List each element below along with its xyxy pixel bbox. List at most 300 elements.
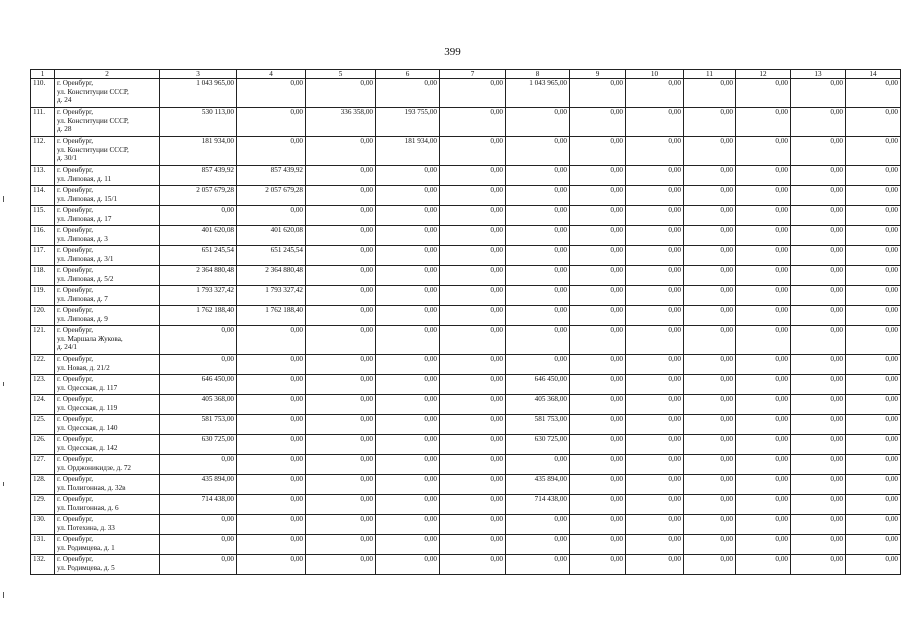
column-header: 8 xyxy=(506,70,570,79)
value-cell: 0,00 xyxy=(684,166,736,186)
value-cell: 0,00 xyxy=(506,286,570,306)
value-cell: 0,00 xyxy=(736,495,791,515)
address-line: г. Оренбург, xyxy=(57,355,94,363)
value-cell: 0,00 xyxy=(506,226,570,246)
value-cell: 0,00 xyxy=(440,306,506,326)
value-cell: 0,00 xyxy=(846,79,901,108)
row-number: 130. xyxy=(31,515,55,535)
value-cell: 0,00 xyxy=(626,535,684,555)
value-cell: 0,00 xyxy=(846,206,901,226)
address-cell xyxy=(55,535,160,555)
address-cell xyxy=(55,475,160,495)
value-cell: 0,00 xyxy=(846,555,901,575)
column-header: 6 xyxy=(376,70,440,79)
row-number: 110. xyxy=(31,79,55,108)
value-cell: 0,00 xyxy=(440,246,506,266)
value-cell: 0,00 xyxy=(306,515,376,535)
address-cell xyxy=(55,435,160,455)
value-cell: 0,00 xyxy=(376,375,440,395)
address-line: г. Оренбург, xyxy=(57,79,94,87)
value-cell: 0,00 xyxy=(237,355,306,375)
value-cell: 0,00 xyxy=(376,415,440,435)
value-cell: 0,00 xyxy=(736,266,791,286)
value-cell: 714 438,00 xyxy=(160,495,237,515)
table-row xyxy=(31,266,901,286)
value-cell: 0,00 xyxy=(791,137,846,166)
value-cell: 0,00 xyxy=(791,246,846,266)
value-cell: 651 245,54 xyxy=(160,246,237,266)
table-row xyxy=(31,79,901,108)
value-cell: 0,00 xyxy=(570,79,626,108)
value-cell: 0,00 xyxy=(684,355,736,375)
value-cell: 0,00 xyxy=(506,246,570,266)
margin-mark xyxy=(3,382,4,386)
address-line: д. 24/1 xyxy=(57,343,78,352)
value-cell: 2 364 880,48 xyxy=(160,266,237,286)
value-cell: 0,00 xyxy=(160,326,237,355)
address-line: ул. Маршала Жукова, xyxy=(57,334,123,343)
address-cell xyxy=(55,108,160,137)
address-line: г. Оренбург, xyxy=(57,286,94,294)
value-cell: 0,00 xyxy=(626,455,684,475)
address-line: г. Оренбург, xyxy=(57,395,94,403)
address-line: ул. Полигонная, д. 32в xyxy=(57,483,126,492)
value-cell: 0,00 xyxy=(440,555,506,575)
value-cell: 0,00 xyxy=(440,535,506,555)
address-line: ул. Одесская, д. 142 xyxy=(57,443,118,452)
address-line: ул. Одесская, д. 117 xyxy=(57,383,118,392)
value-cell: 0,00 xyxy=(376,326,440,355)
value-cell: 1 762 188,40 xyxy=(160,306,237,326)
value-cell: 0,00 xyxy=(736,286,791,306)
value-cell: 0,00 xyxy=(506,108,570,137)
value-cell: 0,00 xyxy=(846,355,901,375)
value-cell: 0,00 xyxy=(684,226,736,246)
address-cell xyxy=(55,266,160,286)
value-cell: 0,00 xyxy=(570,375,626,395)
value-cell: 0,00 xyxy=(684,186,736,206)
address-line: г. Оренбург, xyxy=(57,495,94,503)
value-cell: 0,00 xyxy=(570,515,626,535)
address-line: ул. Полигонная, д. 6 xyxy=(57,503,119,512)
value-cell: 0,00 xyxy=(736,535,791,555)
value-cell: 0,00 xyxy=(570,555,626,575)
value-cell: 0,00 xyxy=(306,495,376,515)
value-cell: 0,00 xyxy=(684,246,736,266)
address-line: г. Оренбург, xyxy=(57,535,94,543)
row-number: 125. xyxy=(31,415,55,435)
value-cell: 0,00 xyxy=(684,555,736,575)
value-cell: 0,00 xyxy=(684,475,736,495)
value-cell: 1 043 965,00 xyxy=(160,79,237,108)
value-cell: 646 450,00 xyxy=(506,375,570,395)
table-row xyxy=(31,306,901,326)
value-cell: 1 043 965,00 xyxy=(506,79,570,108)
value-cell: 0,00 xyxy=(237,415,306,435)
value-cell: 0,00 xyxy=(570,246,626,266)
row-number: 124. xyxy=(31,395,55,415)
value-cell: 0,00 xyxy=(791,395,846,415)
value-cell: 0,00 xyxy=(440,206,506,226)
value-cell: 714 438,00 xyxy=(506,495,570,515)
value-cell: 0,00 xyxy=(237,455,306,475)
value-cell: 0,00 xyxy=(736,137,791,166)
value-cell: 0,00 xyxy=(626,355,684,375)
row-number: 129. xyxy=(31,495,55,515)
address-cell xyxy=(55,286,160,306)
value-cell: 651 245,54 xyxy=(237,246,306,266)
address-line: г. Оренбург, xyxy=(57,375,94,383)
address-line: ул. Конституции СССР, xyxy=(57,145,129,154)
address-cell xyxy=(55,137,160,166)
margin-mark xyxy=(3,592,4,598)
value-cell: 0,00 xyxy=(570,355,626,375)
value-cell: 0,00 xyxy=(376,515,440,535)
value-cell: 0,00 xyxy=(846,266,901,286)
column-header: 1 xyxy=(31,70,55,79)
value-cell: 0,00 xyxy=(570,206,626,226)
row-number: 128. xyxy=(31,475,55,495)
value-cell: 0,00 xyxy=(506,266,570,286)
address-line: ул. Потехина, д. 33 xyxy=(57,523,115,532)
value-cell: 0,00 xyxy=(440,286,506,306)
value-cell: 0,00 xyxy=(626,226,684,246)
value-cell: 0,00 xyxy=(791,435,846,455)
column-header: 4 xyxy=(237,70,306,79)
value-cell: 0,00 xyxy=(306,306,376,326)
value-cell: 0,00 xyxy=(440,415,506,435)
address-cell xyxy=(55,326,160,355)
value-cell: 0,00 xyxy=(506,326,570,355)
address-line: г. Оренбург, xyxy=(57,326,94,334)
column-header: 2 xyxy=(55,70,160,79)
value-cell: 0,00 xyxy=(570,266,626,286)
value-cell: 0,00 xyxy=(160,555,237,575)
address-cell xyxy=(55,79,160,108)
value-cell: 0,00 xyxy=(306,375,376,395)
value-cell: 0,00 xyxy=(791,206,846,226)
value-cell: 0,00 xyxy=(306,455,376,475)
value-cell: 0,00 xyxy=(626,246,684,266)
value-cell: 0,00 xyxy=(736,435,791,455)
value-cell: 2 364 880,48 xyxy=(237,266,306,286)
value-cell: 401 620,08 xyxy=(237,226,306,246)
table-row xyxy=(31,137,901,166)
value-cell: 581 753,00 xyxy=(160,415,237,435)
value-cell: 0,00 xyxy=(376,286,440,306)
address-cell xyxy=(55,495,160,515)
value-cell: 0,00 xyxy=(440,495,506,515)
value-cell: 336 358,00 xyxy=(306,108,376,137)
address-line: ул. Липовая, д. 9 xyxy=(57,314,108,323)
value-cell: 0,00 xyxy=(440,266,506,286)
value-cell: 0,00 xyxy=(237,475,306,495)
value-cell: 0,00 xyxy=(684,306,736,326)
value-cell: 0,00 xyxy=(626,266,684,286)
row-number: 117. xyxy=(31,246,55,266)
value-cell: 530 113,00 xyxy=(160,108,237,137)
value-cell: 0,00 xyxy=(440,435,506,455)
value-cell: 0,00 xyxy=(306,246,376,266)
value-cell: 0,00 xyxy=(376,475,440,495)
column-header: 13 xyxy=(791,70,846,79)
value-cell: 0,00 xyxy=(846,455,901,475)
address-line: ул. Липовая, д. 3 xyxy=(57,234,108,243)
value-cell: 0,00 xyxy=(846,375,901,395)
row-number: 114. xyxy=(31,186,55,206)
value-cell: 0,00 xyxy=(791,286,846,306)
address-cell xyxy=(55,206,160,226)
value-cell: 0,00 xyxy=(570,137,626,166)
value-cell: 0,00 xyxy=(626,79,684,108)
value-cell: 0,00 xyxy=(684,455,736,475)
value-cell: 0,00 xyxy=(736,108,791,137)
table-header-row xyxy=(31,70,901,79)
value-cell: 0,00 xyxy=(846,395,901,415)
value-cell: 0,00 xyxy=(376,435,440,455)
value-cell: 405 368,00 xyxy=(506,395,570,415)
value-cell: 193 755,00 xyxy=(376,108,440,137)
value-cell: 0,00 xyxy=(506,515,570,535)
address-cell xyxy=(55,166,160,186)
row-number: 131. xyxy=(31,535,55,555)
row-number: 116. xyxy=(31,226,55,246)
value-cell: 0,00 xyxy=(440,395,506,415)
address-line: г. Оренбург, xyxy=(57,475,94,483)
address-line: ул. Липовая, д. 15/1 xyxy=(57,194,118,203)
value-cell: 0,00 xyxy=(684,535,736,555)
address-line: ул. Родимцева, д. 1 xyxy=(57,543,115,552)
value-cell: 0,00 xyxy=(684,79,736,108)
value-cell: 0,00 xyxy=(626,206,684,226)
value-cell: 0,00 xyxy=(736,166,791,186)
margin-mark xyxy=(3,196,4,202)
value-cell: 0,00 xyxy=(570,475,626,495)
value-cell: 0,00 xyxy=(570,495,626,515)
value-cell: 646 450,00 xyxy=(160,375,237,395)
value-cell: 0,00 xyxy=(506,306,570,326)
table-row xyxy=(31,326,901,355)
value-cell: 0,00 xyxy=(376,266,440,286)
address-cell xyxy=(55,515,160,535)
address-cell xyxy=(55,355,160,375)
address-line: г. Оренбург, xyxy=(57,306,94,314)
value-cell: 0,00 xyxy=(440,186,506,206)
value-cell: 0,00 xyxy=(791,495,846,515)
row-number: 122. xyxy=(31,355,55,375)
value-cell: 0,00 xyxy=(684,108,736,137)
address-cell xyxy=(55,555,160,575)
value-cell: 0,00 xyxy=(306,206,376,226)
value-cell: 0,00 xyxy=(440,375,506,395)
row-number: 111. xyxy=(31,108,55,137)
value-cell: 0,00 xyxy=(237,395,306,415)
value-cell: 0,00 xyxy=(846,435,901,455)
address-cell xyxy=(55,226,160,246)
value-cell: 0,00 xyxy=(570,226,626,246)
value-cell: 0,00 xyxy=(440,108,506,137)
value-cell: 857 439,92 xyxy=(160,166,237,186)
row-number: 120. xyxy=(31,306,55,326)
value-cell: 0,00 xyxy=(306,415,376,435)
row-number: 113. xyxy=(31,166,55,186)
value-cell: 0,00 xyxy=(736,206,791,226)
value-cell: 0,00 xyxy=(684,286,736,306)
value-cell: 0,00 xyxy=(684,515,736,535)
value-cell: 0,00 xyxy=(791,455,846,475)
margin-mark xyxy=(3,482,4,486)
value-cell: 0,00 xyxy=(846,515,901,535)
value-cell: 0,00 xyxy=(846,137,901,166)
address-cell xyxy=(55,415,160,435)
address-line: г. Оренбург, xyxy=(57,246,94,254)
table-body xyxy=(31,79,901,575)
value-cell: 0,00 xyxy=(736,375,791,395)
value-cell: 0,00 xyxy=(376,355,440,375)
value-cell: 0,00 xyxy=(506,166,570,186)
address-line: ул. Липовая, д. 5/2 xyxy=(57,274,114,283)
value-cell: 0,00 xyxy=(626,108,684,137)
value-cell: 0,00 xyxy=(160,206,237,226)
address-line: д. 28 xyxy=(57,125,72,134)
value-cell: 0,00 xyxy=(791,355,846,375)
value-cell: 0,00 xyxy=(626,306,684,326)
value-cell: 0,00 xyxy=(506,206,570,226)
value-cell: 0,00 xyxy=(237,108,306,137)
column-header: 9 xyxy=(570,70,626,79)
row-number: 112. xyxy=(31,137,55,166)
table-row xyxy=(31,455,901,475)
row-number: 118. xyxy=(31,266,55,286)
value-cell: 2 057 679,28 xyxy=(237,186,306,206)
address-line: ул. Конституции СССР, xyxy=(57,116,129,125)
row-number: 123. xyxy=(31,375,55,395)
address-line: ул. Родимцева, д. 5 xyxy=(57,563,115,572)
value-cell: 181 934,00 xyxy=(376,137,440,166)
value-cell: 0,00 xyxy=(440,79,506,108)
value-cell: 630 725,00 xyxy=(506,435,570,455)
value-cell: 0,00 xyxy=(846,535,901,555)
value-cell: 0,00 xyxy=(846,415,901,435)
value-cell: 0,00 xyxy=(846,246,901,266)
value-cell: 0,00 xyxy=(160,535,237,555)
value-cell: 0,00 xyxy=(791,535,846,555)
page-number: 399 xyxy=(444,46,461,58)
value-cell: 0,00 xyxy=(376,246,440,266)
address-line: ул. Липовая, д. 11 xyxy=(57,174,112,183)
address-line: г. Оренбург, xyxy=(57,515,94,523)
table-row xyxy=(31,395,901,415)
address-cell xyxy=(55,306,160,326)
value-cell: 0,00 xyxy=(376,206,440,226)
address-line: ул. Новая, д. 21/2 xyxy=(57,363,110,372)
value-cell: 0,00 xyxy=(237,137,306,166)
value-cell: 0,00 xyxy=(626,555,684,575)
value-cell: 0,00 xyxy=(440,475,506,495)
value-cell: 0,00 xyxy=(791,166,846,186)
value-cell: 0,00 xyxy=(506,455,570,475)
value-cell: 0,00 xyxy=(684,495,736,515)
address-line: д. 24 xyxy=(57,96,72,105)
value-cell: 0,00 xyxy=(736,306,791,326)
value-cell: 0,00 xyxy=(791,415,846,435)
value-cell: 0,00 xyxy=(626,137,684,166)
value-cell: 0,00 xyxy=(376,306,440,326)
value-cell: 0,00 xyxy=(736,475,791,495)
value-cell: 0,00 xyxy=(846,226,901,246)
row-number: 119. xyxy=(31,286,55,306)
address-cell xyxy=(55,455,160,475)
value-cell: 0,00 xyxy=(160,355,237,375)
data-table xyxy=(30,69,901,575)
address-line: г. Оренбург, xyxy=(57,555,94,563)
value-cell: 0,00 xyxy=(570,166,626,186)
value-cell: 0,00 xyxy=(376,166,440,186)
value-cell: 0,00 xyxy=(376,455,440,475)
value-cell: 0,00 xyxy=(791,555,846,575)
address-line: г. Оренбург, xyxy=(57,455,94,463)
table-row xyxy=(31,415,901,435)
value-cell: 0,00 xyxy=(846,306,901,326)
value-cell: 0,00 xyxy=(684,375,736,395)
value-cell: 0,00 xyxy=(791,79,846,108)
value-cell: 0,00 xyxy=(626,395,684,415)
value-cell: 0,00 xyxy=(440,515,506,535)
table-row xyxy=(31,186,901,206)
address-line: г. Оренбург, xyxy=(57,415,94,423)
value-cell: 0,00 xyxy=(791,266,846,286)
address-line: ул. Конституции СССР, xyxy=(57,87,129,96)
table-row xyxy=(31,555,901,575)
value-cell: 0,00 xyxy=(506,355,570,375)
value-cell: 0,00 xyxy=(626,415,684,435)
value-cell: 0,00 xyxy=(626,286,684,306)
value-cell: 0,00 xyxy=(791,475,846,495)
value-cell: 0,00 xyxy=(570,415,626,435)
value-cell: 0,00 xyxy=(160,455,237,475)
value-cell: 0,00 xyxy=(684,415,736,435)
column-header: 14 xyxy=(846,70,901,79)
value-cell: 0,00 xyxy=(440,166,506,186)
row-number: 121. xyxy=(31,326,55,355)
address-line: г. Оренбург, xyxy=(57,166,94,174)
value-cell: 0,00 xyxy=(736,395,791,415)
value-cell: 0,00 xyxy=(237,375,306,395)
value-cell: 0,00 xyxy=(791,186,846,206)
value-cell: 0,00 xyxy=(791,108,846,137)
value-cell: 0,00 xyxy=(376,79,440,108)
value-cell: 0,00 xyxy=(440,326,506,355)
value-cell: 0,00 xyxy=(846,166,901,186)
value-cell: 0,00 xyxy=(736,246,791,266)
value-cell: 0,00 xyxy=(440,355,506,375)
value-cell: 0,00 xyxy=(237,515,306,535)
value-cell: 0,00 xyxy=(306,326,376,355)
value-cell: 0,00 xyxy=(570,326,626,355)
value-cell: 0,00 xyxy=(506,137,570,166)
table-row xyxy=(31,475,901,495)
table-row xyxy=(31,355,901,375)
value-cell: 0,00 xyxy=(846,108,901,137)
value-cell: 0,00 xyxy=(684,137,736,166)
value-cell: 0,00 xyxy=(376,555,440,575)
value-cell: 0,00 xyxy=(626,435,684,455)
value-cell: 0,00 xyxy=(736,555,791,575)
value-cell: 0,00 xyxy=(237,435,306,455)
value-cell: 0,00 xyxy=(376,535,440,555)
value-cell: 0,00 xyxy=(570,286,626,306)
value-cell: 0,00 xyxy=(570,306,626,326)
